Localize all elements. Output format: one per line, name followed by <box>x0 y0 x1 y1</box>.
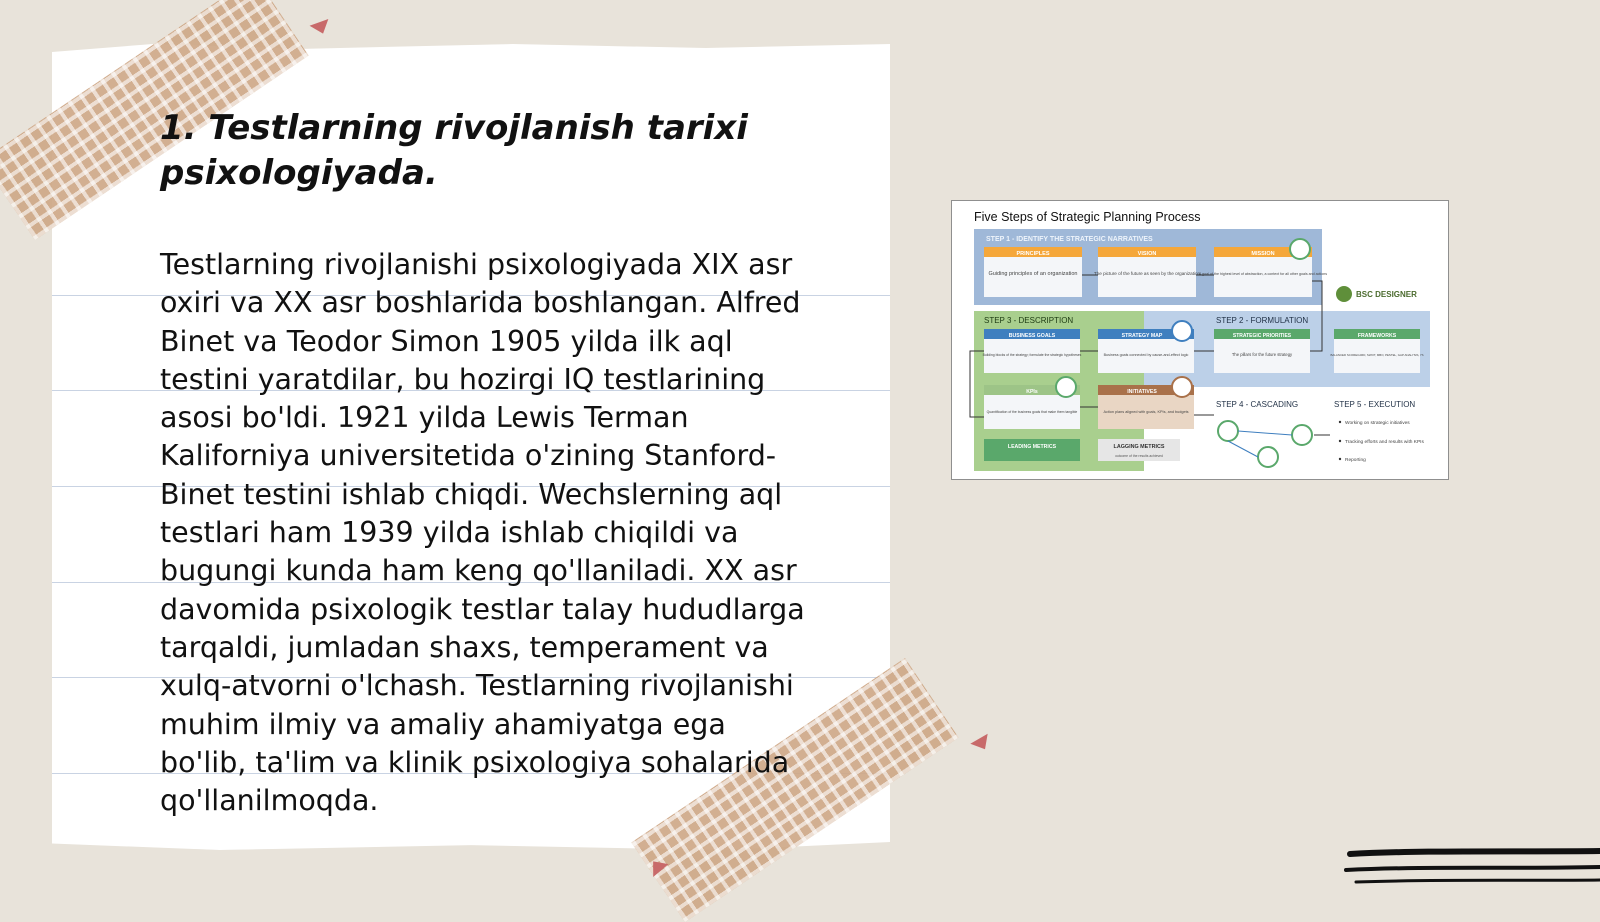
slide-body <box>160 246 850 820</box>
step1-card-vision <box>1094 247 1201 297</box>
card-title: FRAMEWORKS <box>1357 333 1397 339</box>
card-text: outcome of the results achieved <box>1115 454 1163 458</box>
slide-heading-line: psixologiyada. <box>160 153 438 193</box>
body-line: testini yaratdilar, bu hozirgi IQ testlarining <box>160 362 766 396</box>
body-line: muhim ilmiy va amaliy ahamiyatga ega <box>160 707 726 741</box>
card-title: STRATEGIC PRIORITIES <box>1232 333 1292 339</box>
brand-label: BSC DESIGNER <box>1356 290 1417 299</box>
step3-label: STEP 3 - DESCRIPTION <box>984 316 1074 325</box>
strategy-map-icon <box>1172 321 1192 341</box>
body-line: tarqaldi, jumladan shaxs, temperament va <box>160 630 769 664</box>
card-title: STRATEGY MAP <box>1121 333 1163 339</box>
body-line: Binet testini ishlab chiqdi. Wechslerning aql <box>160 477 783 511</box>
body-line: Kaliforniya universitetida o'zining Stanford- <box>160 439 777 473</box>
tape-corner <box>970 734 993 754</box>
card-text: A goal of the highest level of abstraction, a context for all other goals and actions <box>1198 272 1328 276</box>
card-text: The picture of the future as seen by the organization <box>1093 271 1201 276</box>
step5-item: Tracking efforts and results with KPIs <box>1345 440 1424 445</box>
step1-card-principles <box>984 247 1082 297</box>
card-text: Building blocks of the strategy; formulate the strategic hypotheses <box>982 353 1082 357</box>
step1-card-mission <box>1199 239 1327 297</box>
card-title: KPIs <box>1026 389 1038 395</box>
card-text: Quantification of the business goals that make them tangible <box>986 410 1078 414</box>
slide-heading-line: 1. Testlarning rivojlanish tarixi <box>160 108 748 148</box>
card-title: LEADING METRICS <box>1007 444 1057 450</box>
step2-card-strategic-priorities <box>1214 329 1310 373</box>
body-line: Testlarning rivojlanishi psixologiyada XIX asr <box>160 248 793 281</box>
brush-strokes-decoration <box>1340 844 1600 894</box>
step5-label: STEP 5 - EXECUTION <box>1334 400 1416 409</box>
card-text: BALANCED SCORECARD, SWOT, MBO, PESTEL, GAP ANALYSIS, 7S <box>1330 353 1424 357</box>
card-text: Business goals connected by cause-and-effect logic <box>1103 353 1189 357</box>
body-line: xulq-atvorni o'lchash. Testlarning rivojlanishi <box>160 669 794 703</box>
bsc-logo-icon <box>1336 286 1352 302</box>
step3-card-lagging-metrics <box>1098 439 1180 461</box>
card-text: Guiding principles of an organization <box>988 271 1078 277</box>
card-title: VISION <box>1137 251 1157 257</box>
step5-item: Reporting <box>1345 458 1366 463</box>
body-line: oxiri va XX asr boshlarida boshlangan. Alfred <box>160 286 801 320</box>
cascade-node-icon <box>1258 447 1278 467</box>
card-title: MISSION <box>1251 251 1275 257</box>
step2-card-frameworks <box>1330 329 1423 373</box>
body-line: davomida psixologik testlar talay hududlarga <box>160 592 805 626</box>
body-line: bo'lib, ta'lim va klinik psixologiya sohalarida <box>160 745 790 779</box>
figure-title: Five Steps of Strategic Planning Process <box>974 210 1201 224</box>
card-text: The pillars for the future strategy <box>1231 352 1293 357</box>
cascade-node-icon <box>1218 421 1238 441</box>
card-title: LAGGING METRICS <box>1113 444 1165 450</box>
mission-icon <box>1290 239 1310 259</box>
step4-cascading <box>1194 400 1312 467</box>
body-line: bugungi kunda ham keng qo'llaniladi. XX asr <box>160 554 797 588</box>
card-title: INITIATIVES <box>1127 389 1157 395</box>
card-text: Action plans aligned with goals, KPIs, and budgets <box>1103 410 1189 414</box>
card-title: BUSINESS GOALS <box>1008 333 1056 339</box>
strategic-planning-figure <box>951 200 1449 480</box>
body-line: qo'llanilmoqda. <box>160 784 379 818</box>
step4-label: STEP 4 - CASCADING <box>1216 400 1299 409</box>
body-line: asosi bo'ldi. 1921 yilda Lewis Terman <box>160 401 689 435</box>
card-title: PRINCIPLES <box>1016 251 1050 257</box>
slide-heading <box>160 106 820 196</box>
clipboard-icon <box>1172 377 1192 397</box>
body-line: testlari ham 1939 yilda ishlab chiqildi va <box>160 516 739 550</box>
body-line: Binet va Teodor Simon 1905 yilda ilk aql <box>160 324 733 358</box>
step5-execution <box>1314 400 1425 463</box>
cascade-node-icon <box>1292 425 1312 445</box>
step5-item: Working on strategic initiatives <box>1345 421 1410 426</box>
step3-card-business-goals <box>983 329 1082 373</box>
step2-label: STEP 2 - FORMULATION <box>1216 316 1309 325</box>
gauge-icon <box>1056 377 1076 397</box>
step1-label: STEP 1 - IDENTIFY THE STRATEGIC NARRATIVES <box>986 236 1153 243</box>
step3-card-leading-metrics <box>984 439 1080 461</box>
tape-corner <box>310 19 333 37</box>
